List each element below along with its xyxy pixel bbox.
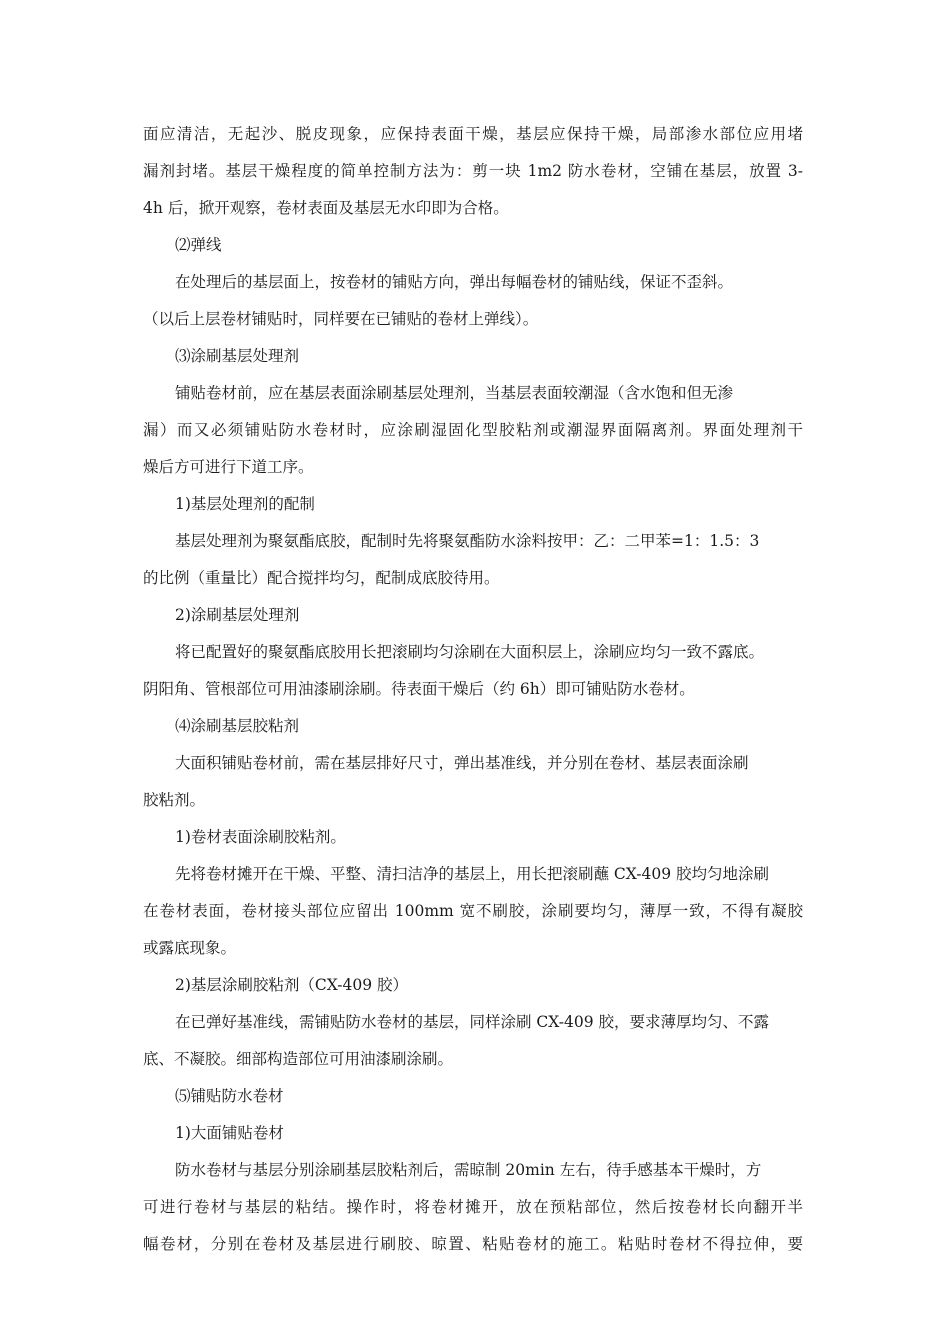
paragraph-line: 在卷材表面，卷材接头部位应留出 100mm 宽不刷胶，涂刷要均匀，薄厚一致，不得有凝胶 [143, 902, 803, 920]
paragraph-line: 漏）而又必须铺贴防水卷材时，应涂刷湿固化型胶粘剂或潮湿界面隔离剂。界面处理剂干 [143, 421, 803, 439]
paragraph-line: 燥后方可进行下道工序。 [143, 458, 314, 476]
paragraph-line: 的比例（重量比）配合搅拌均匀，配制成底胶待用。 [143, 569, 500, 587]
section-heading: ⑵弹线 [175, 236, 222, 254]
paragraph-line: 基层处理剂为聚氨酯底胶，配制时先将聚氨酯防水涂料按甲：乙：二甲苯=1：1.5：3 [175, 532, 760, 550]
paragraph-line: 阴阳角、管根部位可用油漆刷涂刷。待表面干燥后（约 6h）即可铺贴防水卷材。 [143, 680, 695, 698]
paragraph-line: 4h 后，掀开观察，卷材表面及基层无水印即为合格。 [143, 199, 509, 217]
paragraph-line: 胶粘剂。 [143, 791, 206, 809]
section-heading: ⑶涂刷基层处理剂 [175, 347, 300, 365]
paragraph-line: 防水卷材与基层分别涂刷基层胶粘剂后，需晾制 20min 左右，待手感基本干燥时，方 [175, 1161, 762, 1179]
paragraph-line: 在处理后的基层面上，按卷材的铺贴方向，弹出每幅卷材的铺贴线，保证不歪斜。 [175, 273, 734, 291]
paragraph-line: 大面积铺贴卷材前，需在基层排好尺寸，弹出基准线，并分别在卷材、基层表面涂刷 [175, 754, 749, 772]
paragraph-line: 将已配置好的聚氨酯底胶用长把滚刷均匀涂刷在大面积层上，涂刷应均匀一致不露底。 [175, 643, 765, 661]
paragraph-line: （以后上层卷材铺贴时，同样要在已铺贴的卷材上弹线）。 [143, 310, 539, 328]
section-heading: ⑷涂刷基层胶粘剂 [175, 717, 300, 735]
paragraph-line: 先将卷材摊开在干燥、平整、清扫洁净的基层上，用长把滚刷蘸 CX-409 胶均匀地涂刷 [175, 865, 770, 883]
paragraph-line: 或露底现象。 [143, 939, 237, 957]
subsection-heading: 1)大面铺贴卷材 [175, 1124, 284, 1142]
paragraph-line: 漏剂封堵。基层干燥程度的简单控制方法为：剪一块 1m2 防水卷材，空铺在基层，放置 3- [143, 162, 803, 180]
paragraph-line: 底、不凝胶。细部构造部位可用油漆刷涂刷。 [143, 1050, 454, 1068]
paragraph-line: 幅卷材，分别在卷材及基层进行刷胶、晾置、粘贴卷材的施工。粘贴时卷材不得拉伸，要 [143, 1235, 803, 1253]
paragraph-line: 可进行卷材与基层的粘结。操作时，将卷材摊开，放在预粘部位，然后按卷材长向翻开半 [143, 1198, 803, 1216]
subsection-heading: 2)基层涂刷胶粘剂（CX-409 胶） [175, 976, 409, 994]
subsection-heading: 2)涂刷基层处理剂 [175, 606, 300, 624]
paragraph-line: 在已弹好基准线，需铺贴防水卷材的基层，同样涂刷 CX-409 胶，要求薄厚均匀、不露 [175, 1013, 770, 1031]
subsection-heading: 1)卷材表面涂刷胶粘剂。 [175, 828, 346, 846]
subsection-heading: 1)基层处理剂的配制 [175, 495, 315, 513]
paragraph-line: 铺贴卷材前，应在基层表面涂刷基层处理剂，当基层表面较潮湿（含水饱和但无渗 [175, 384, 734, 402]
paragraph-line: 面应清洁，无起沙、脱皮现象，应保持表面干燥，基层应保持干燥，局部渗水部位应用堵 [143, 125, 803, 143]
section-heading: ⑸铺贴防水卷材 [175, 1087, 284, 1105]
